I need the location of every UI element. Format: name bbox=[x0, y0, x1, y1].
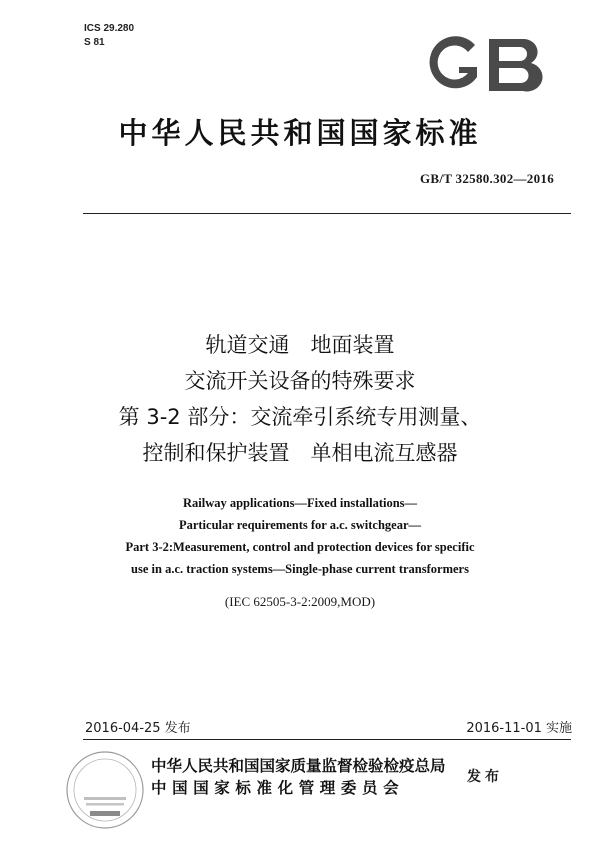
issuer-line: 中华人民共和国国家质量监督检验检疫总局 bbox=[151, 757, 446, 775]
english-title-line: Part 3-2:Measurement, control and protection devices for specific bbox=[125, 540, 475, 554]
english-title-line: Particular requirements for a.c. switchgear— bbox=[178, 518, 422, 532]
gb-logo-text: GB bbox=[423, 33, 425, 34]
classification-codes bbox=[84, 22, 134, 50]
publish-label: 发布 bbox=[467, 769, 503, 785]
chinese-title-line: 第 3-2 部分：交流牵引系统专用测量、 bbox=[118, 405, 482, 429]
issuing-authorities bbox=[151, 755, 446, 799]
chinese-title-line: 控制和保护装置 单相电流互感器 bbox=[142, 441, 458, 465]
ccs-code: S 81 bbox=[84, 37, 105, 48]
chinese-title-line: 轨道交通 地面装置 bbox=[205, 333, 395, 357]
standard-number: GB/T 32580.302—2016 bbox=[419, 171, 554, 186]
main-title: 中华人民共和国国家标准 bbox=[118, 116, 482, 150]
implementation-date: 2016-11-01 实施 bbox=[466, 721, 572, 736]
gb-logo-icon bbox=[423, 33, 551, 97]
stamp-icon bbox=[60, 745, 150, 835]
top-divider bbox=[83, 213, 571, 214]
issue-date: 2016-04-25 发布 bbox=[85, 721, 191, 736]
bottom-divider bbox=[83, 739, 571, 740]
english-title-line: use in a.c. traction systems—Single-phase current transformers bbox=[131, 562, 469, 576]
ics-code: ICS 29.280 bbox=[84, 23, 135, 34]
issuer-line: 中国国家标准化管理委员会 bbox=[151, 779, 405, 797]
english-title-line: Railway applications—Fixed installations— bbox=[182, 496, 418, 510]
adoption-reference: (IEC 62505-3-2:2009,MOD) bbox=[224, 594, 376, 609]
chinese-title-line: 交流开关设备的特殊要求 bbox=[184, 369, 416, 393]
chinese-title bbox=[0, 327, 600, 471]
english-title bbox=[0, 492, 600, 580]
